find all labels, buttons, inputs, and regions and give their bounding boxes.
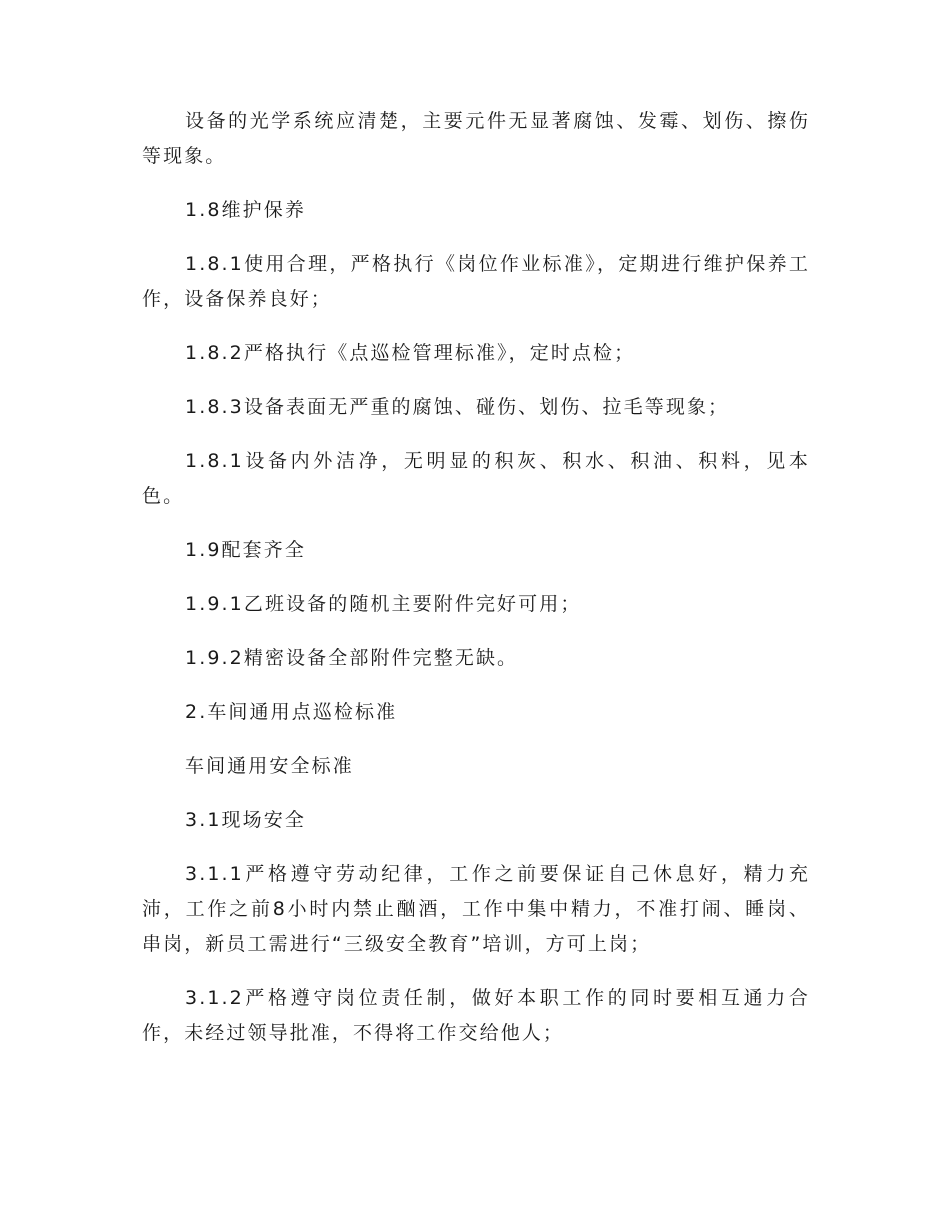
- paragraph-1-9-2: 1.9.2精密设备全部附件完整无缺。: [185, 647, 519, 669]
- paragraph-3-1-1: 3.1.1严格遵守劳动纪律，工作之前要保证自己休息好，精力充沛，工作之前8小时内禁止酗酒，工作中集中精力，不准打闹、睡岗、串岗，新员工需进行“三级安全教育”培训，方可上岗；: [142, 863, 810, 955]
- paragraph-1-9-1: 1.9.1乙班设备的随机主要附件完好可用；: [185, 593, 582, 615]
- heading-1-9-accessories: 1.9配套齐全: [185, 539, 306, 561]
- heading-3-1-site-safety: 3.1现场安全: [185, 809, 306, 831]
- paragraph-1-8-2: 1.8.2严格执行《点巡检管理标准》，定时点检；: [185, 342, 636, 364]
- paragraph-3-1-2: 3.1.2严格遵守岗位责任制，做好本职工作的同时要相互通力合作，未经过领导批准，不得将工作交给他人；: [142, 987, 810, 1044]
- paragraph-1-8-3: 1.8.3设备表面无严重的腐蚀、碰伤、划伤、拉毛等现象；: [185, 396, 730, 418]
- paragraph-1-8-1-cleanliness: 1.8.1设备内外洁净，无明显的积灰、积水、积油、积料，见本色。: [142, 450, 810, 507]
- heading-safety-standard: 车间通用安全标准: [185, 755, 354, 777]
- heading-1-8-maintenance: 1.8维护保养: [185, 199, 306, 221]
- paragraph-optical-system: 设备的光学系统应清楚，主要元件无显著腐蚀、发霉、划伤、擦伤等现象。: [142, 110, 810, 167]
- document-body: [142, 104, 810, 1070]
- paragraph-1-8-1: 1.8.1使用合理，严格执行《岗位作业标准》，定期进行维护保养工作，设备保养良好；: [142, 253, 810, 310]
- heading-2-inspection-standard: 2.车间通用点巡检标准: [185, 701, 398, 723]
